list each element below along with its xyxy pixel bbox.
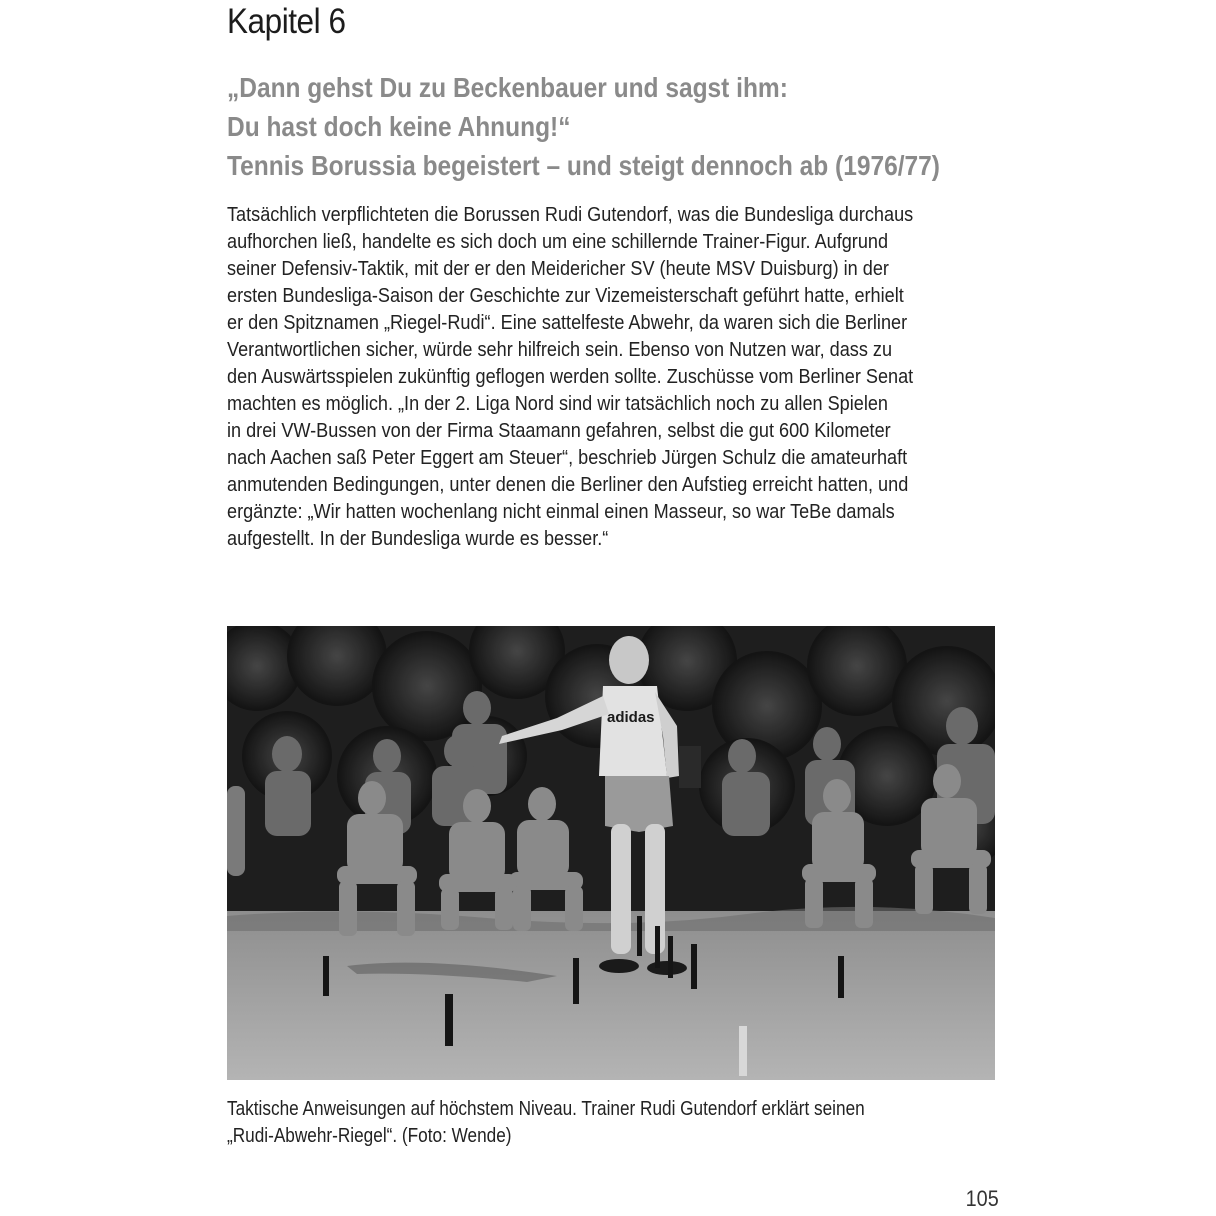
body-line: den Auswärtsspielen zukünftig geflogen werden sollte. Zuschüsse vom Berliner Senat [227,366,914,388]
page-number: 105 [965,1186,999,1211]
body-line: Tatsächlich verpflichteten die Borussen Rudi Gutendorf, was die Bundesliga durchaus [227,204,914,226]
caption-line: „Rudi-Abwehr-Riegel“. (Foto: Wende) [227,1125,512,1147]
chapter-title-line: Du hast doch keine Ahnung!“ [227,111,571,142]
shirt-logo: adidas [607,709,655,726]
photo-caption [227,1096,932,1150]
body-line: seiner Defensiv-Taktik, mit der er den Meidericher SV (heute MSV Duisburg) in der [227,258,889,280]
training-photo [227,626,995,1080]
body-line: anmutenden Bedingungen, unter denen die Berliner den Aufstieg erreicht hatten, und [227,474,909,496]
body-line: ersten Bundesliga-Saison der Geschichte zur Vizemeisterschaft geführt hatte, erhielt [227,285,904,307]
body-line: Verantwortlichen sicher, würde sehr hilfreich sein. Ebenso von Nutzen war, dass zu [227,339,893,361]
body-line: in drei VW-Bussen von der Firma Staamann gefahren, selbst die gut 600 Kilometer [227,420,891,442]
body-line: aufhorchen ließ, handelte es sich doch um eine schillernde Trainer-Figur. Aufgrund [227,231,889,253]
chapter-title-line: „Dann gehst Du zu Beckenbauer und sagst ihm: [227,72,788,103]
chapter-title [227,68,997,185]
photo-illustration [227,626,995,1080]
body-line: er den Spitznamen „Riegel-Rudi“. Eine sattelfeste Abwehr, da waren sich die Berliner [227,312,908,334]
caption-line: Taktische Anweisungen auf höchstem Niveau. Trainer Rudi Gutendorf erklärt seinen [227,1098,865,1120]
body-line: ergänzte: „Wir hatten wochenlang nicht einmal einen Masseur, so war TeBe damals [227,501,895,523]
chapter-title-line: Tennis Borussia begeistert – und steigt dennoch ab (1976/77) [227,150,940,181]
book-page [227,0,997,1216]
body-line: machten es möglich. „In der 2. Liga Nord sind wir tatsächlich noch zu allen Spielen [227,393,889,415]
body-paragraph [227,202,996,553]
body-line: nach Aachen saß Peter Eggert am Steuer“, beschrieb Jürgen Schulz die amateurhaft [227,447,908,469]
body-line: aufgestellt. In der Bundesliga wurde es besser.“ [227,528,609,550]
chapter-label: Kapitel 6 [227,2,346,41]
